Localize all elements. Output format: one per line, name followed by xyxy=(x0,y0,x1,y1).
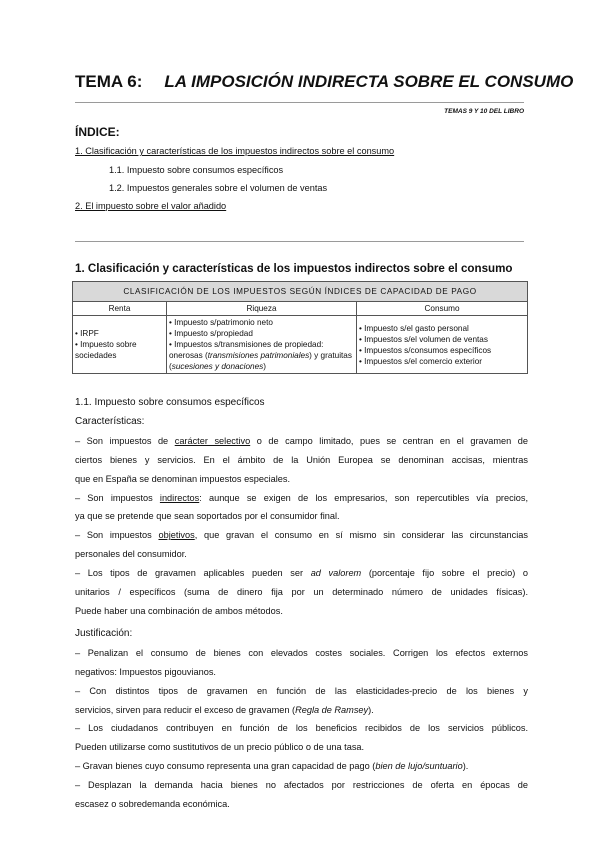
consumo-cell xyxy=(357,316,528,374)
feature-4-line: – Los tipos de gravamen aplicables pueden ser ad valorem (porcentaje fijo sobre el precio) o xyxy=(75,568,529,579)
list-item: • Impuesto s/propiedad xyxy=(169,329,253,338)
column-header-renta: Renta xyxy=(73,302,167,316)
feature-1-line: – Son impuestos de carácter selectivo o de campo limitado, pues se centran en el gravamen de xyxy=(75,435,528,446)
feature-2-line: ya que se pretende que sean soportados por el consumidor final. xyxy=(75,511,340,522)
renta-cell xyxy=(73,316,167,374)
features-label: Características: xyxy=(75,415,145,427)
list-item: • Impuestos s/el comercio exterior xyxy=(359,356,482,366)
list-item: • Impuestos s/transmisiones de propiedad: onerosas (transmisiones patrimoniales) y gratuitas (sucesiones y donaciones) xyxy=(169,340,352,371)
section-1-heading: 1. Clasificación y características de los impuestos indirectos sobre el consumo xyxy=(75,262,513,275)
index-heading: ÍNDICE: xyxy=(75,125,120,139)
feature-4-line: unitarios / específicos (suma de dinero fija por un determinado número de unidades físicas). xyxy=(75,587,528,598)
justification-5-line: – Desplazan la demanda hacia bienes no afectados por restricciones de oferta en épocas de xyxy=(75,780,528,791)
page-title xyxy=(75,72,573,92)
justification-3-line: – Los ciudadanos contribuyen en función de los beneficios recibidos de los servicios públicos. xyxy=(75,723,528,734)
topic-title: LA IMPOSICIÓN INDIRECTA SOBRE EL CONSUMO xyxy=(164,72,574,91)
list-item: • Impuesto s/el gasto personal xyxy=(359,323,469,333)
column-header-consumo: Consumo xyxy=(357,302,528,316)
subsection-1-1 xyxy=(75,394,528,814)
feature-3-line: – Son impuestos objetivos, que gravan el consumo en sí mismo sin considerar las circunstancias xyxy=(75,530,528,541)
header-divider xyxy=(75,102,524,103)
classification-table xyxy=(72,281,528,374)
justification-4-line: – Gravan bienes cuyo consumo representa una gran capacidad de pago (bien de lujo/suntuario). xyxy=(75,761,469,772)
table-caption: CLASIFICACIÓN DE LOS IMPUESTOS SEGÚN ÍNDICES DE CAPACIDAD DE PAGO xyxy=(73,282,528,302)
justification-5-line: escasez o sobredemanda económica. xyxy=(75,799,230,810)
feature-1-line: que en España se denominan impuestos especiales. xyxy=(75,473,291,484)
justification-2-line: – Con distintos tipos de gravamen en función de las elasticidades-precio de los bienes y xyxy=(75,685,528,696)
justification-2-line: servicios, sirven para reducir el exceso de gravamen (Regla de Ramsey). xyxy=(75,704,374,715)
list-item: • Impuesto sobre sociedades xyxy=(75,340,137,360)
book-reference: TEMAS 9 Y 10 DEL LIBRO xyxy=(444,108,524,115)
feature-1-line: ciertos bienes y servicios. En el ámbito de la Unión Europea se denominan accisas, mientras xyxy=(75,454,528,465)
column-header-riqueza: Riqueza xyxy=(167,302,357,316)
feature-3-line: personales del consumidor. xyxy=(75,549,187,560)
riqueza-cell xyxy=(167,316,357,374)
justification-1-line: – Penalizan el consumo de bienes con elevados costes sociales. Corrigen los efectos externos xyxy=(75,647,528,658)
list-item: • IRPF xyxy=(75,329,99,338)
toc-link-section-1[interactable]: 1. Clasificación y características de los impuestos indirectos sobre el consumo xyxy=(75,146,395,156)
feature-4-line: Puede haber una combinación de ambos métodos. xyxy=(75,605,283,616)
list-item: • Impuestos s/consumos específicos xyxy=(359,345,492,355)
topic-number: TEMA 6: xyxy=(75,72,143,91)
justification-1-line: negativos: Impuestos pigouvianos. xyxy=(75,666,216,677)
toc-item-1-1: 1.1. Impuesto sobre consumos específicos xyxy=(109,165,284,175)
toc-link-section-2[interactable]: 2. El impuesto sobre el valor añadido xyxy=(75,201,227,211)
index-divider xyxy=(75,241,524,242)
toc-item-1-2: 1.2. Impuestos generales sobre el volumen de ventas xyxy=(109,183,328,193)
list-item: • Impuesto s/patrimonio neto xyxy=(169,318,273,327)
justification-label: Justificación: xyxy=(75,627,133,639)
list-item: • Impuestos s/el volumen de ventas xyxy=(359,334,488,344)
justification-3-line: Pueden utilizarse como sustitutivos de un precio público o de una tasa. xyxy=(75,742,365,753)
feature-2-line: – Son impuestos indirectos: aunque se exigen de los empresarios, son repercutibles vía precios, xyxy=(75,492,528,503)
subsection-1-1-heading: 1.1. Impuesto sobre consumos específicos xyxy=(75,397,265,408)
